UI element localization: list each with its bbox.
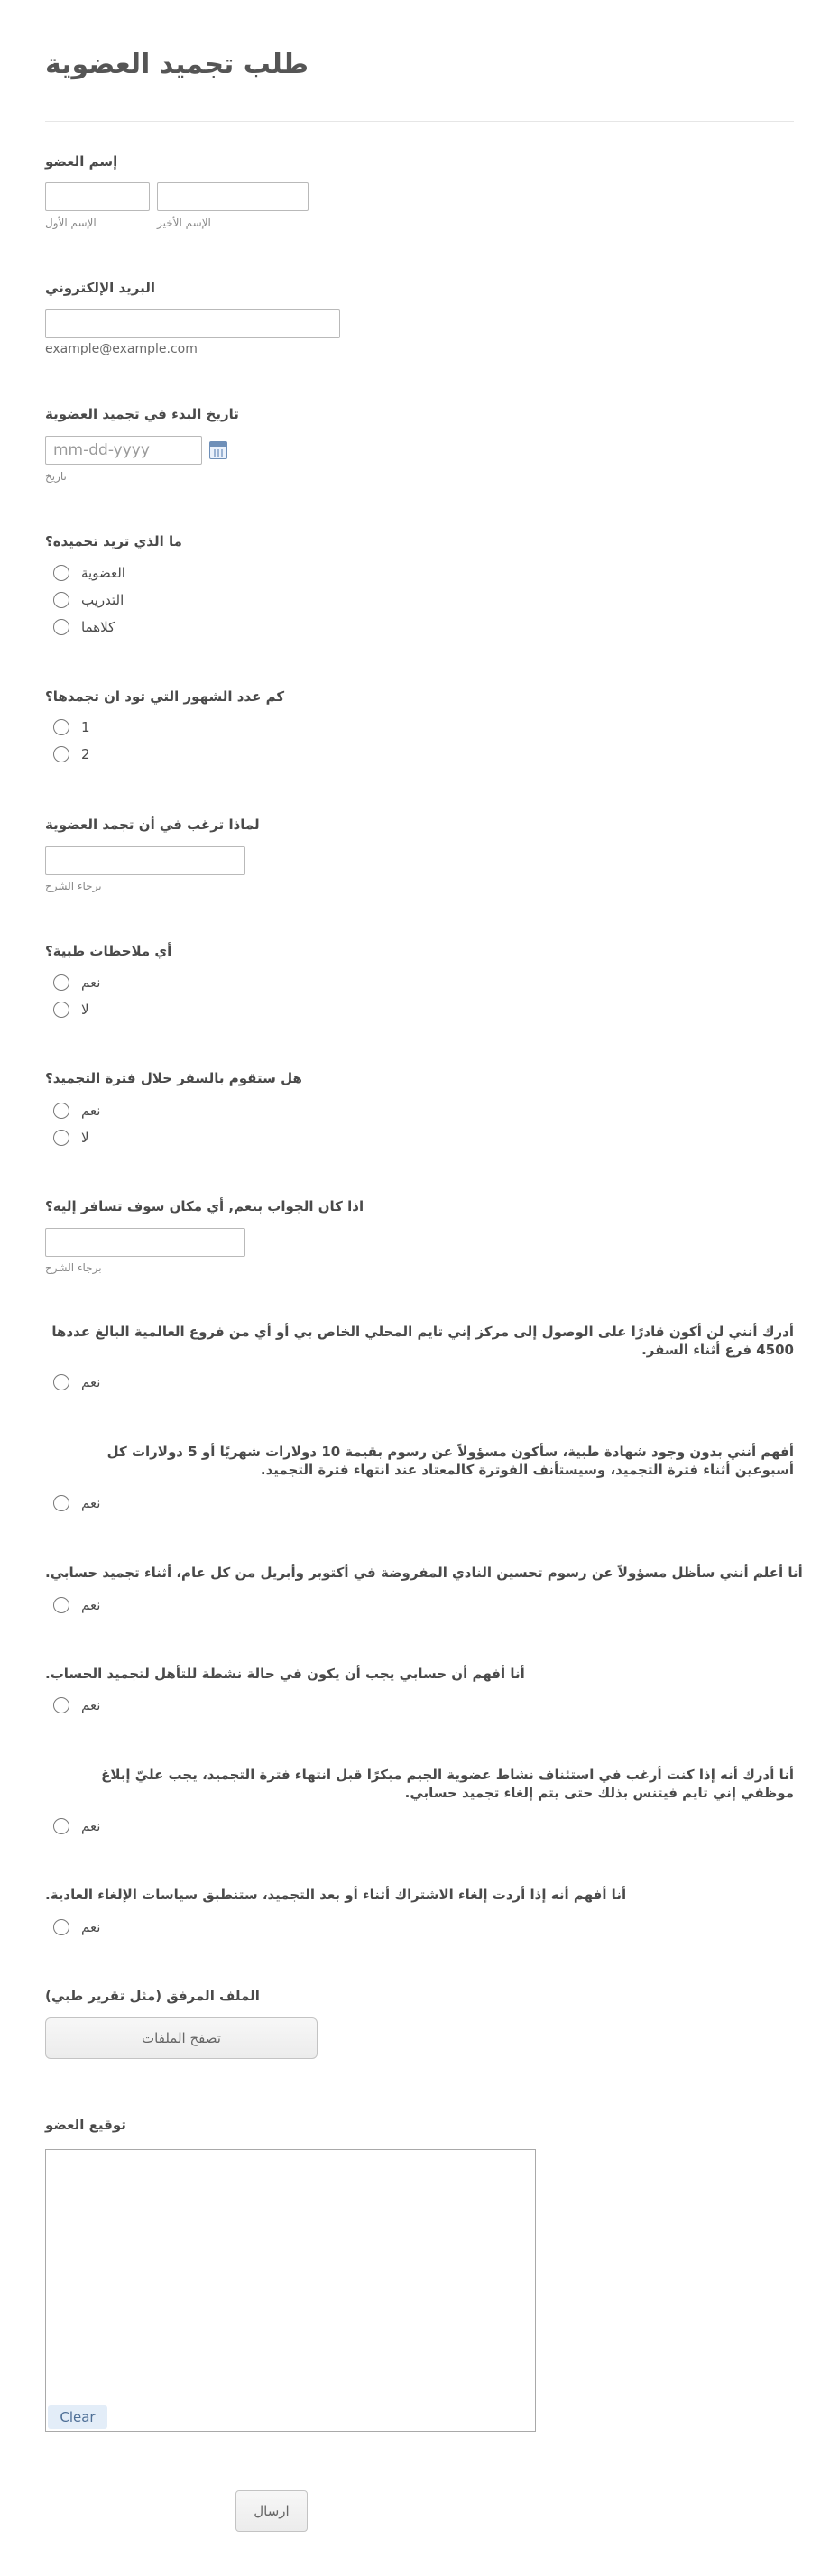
travel-label: هل ستقوم بالسفر خلال فترة التجميد؟	[45, 1070, 302, 1086]
radio-training[interactable]	[53, 592, 69, 608]
ack1-label: أدرك أنني لن أكون قادرًا على الوصول إلى مركز إني تايم المحلي الخاص بي أو أي من فروع العالمية البالغ عددها 4500 فرع أثناء السفر.	[51, 1324, 794, 1358]
email-sublabel: example@example.com	[45, 342, 198, 356]
browse-files-button[interactable]: تصفح الملفات	[45, 2017, 318, 2059]
option-label: نعم	[81, 1919, 101, 1935]
radio-months-1[interactable]	[53, 719, 69, 735]
reason-label: لماذا ترغب في أن تجمد العضوية	[45, 817, 260, 833]
option-label: 1	[81, 719, 90, 735]
option-label: لا	[81, 1130, 89, 1146]
email-label: البريد الإلكتروني	[45, 280, 155, 296]
option-label: التدريب	[81, 592, 124, 608]
option-label: العضوية	[81, 565, 125, 581]
ack3-label: أنا أعلم أنني سأظل مسؤولاً عن رسوم تحسين النادي المفروضة في أكتوبر وأبريل من كل عام، أثناء تجميد حسابي.	[45, 1565, 803, 1581]
first-name-input[interactable]	[45, 182, 150, 211]
radio-medical-no[interactable]	[53, 1002, 69, 1018]
submit-button[interactable]: ارسال	[235, 2490, 308, 2532]
radio-months-2[interactable]	[53, 746, 69, 762]
title-divider	[45, 121, 794, 122]
clear-signature-button[interactable]: Clear	[48, 2405, 107, 2429]
radio-ack6-yes[interactable]	[53, 1919, 69, 1935]
option-label: نعم	[81, 1697, 101, 1713]
destination-sublabel: برجاء الشرح	[45, 1261, 102, 1274]
option-label: نعم	[81, 974, 101, 991]
radio-both[interactable]	[53, 619, 69, 635]
radio-membership[interactable]	[53, 565, 69, 581]
date-input[interactable]: mm-dd-yyyy	[45, 436, 202, 465]
freeze-what-label: ما الذي تريد تجميده؟	[45, 533, 182, 549]
first-name-sublabel: الإسم الأول	[45, 217, 97, 229]
ack2-label: أفهم أنني بدون وجود شهادة طبية، سأكون مسؤولاً عن رسوم بقيمة 10 دولارات شهريًا أو 5 دولارات كل أسبوعين أثناء فترة التجميد، وسيستأنف الفوترة كالمعتاد عند انتهاء فترة التجميد.	[106, 1444, 794, 1478]
option-label: نعم	[81, 1597, 101, 1613]
radio-ack4-yes[interactable]	[53, 1697, 69, 1713]
last-name-input[interactable]	[157, 182, 309, 211]
signature-pad[interactable]	[45, 2149, 536, 2432]
option-label: نعم	[81, 1103, 101, 1119]
ack6-label: أنا أفهم أنه إذا أردت إلغاء الاشتراك أثناء أو بعد التجميد، ستنطبق سياسات الإلغاء العادية.	[45, 1887, 627, 1903]
ack4-label: أنا أفهم أن حسابي يجب أن يكون في حالة نشطة للتأهل لتجميد الحساب.	[45, 1666, 525, 1682]
option-label: نعم	[81, 1495, 101, 1511]
signature-label: توقيع العضو	[45, 2117, 126, 2133]
radio-travel-yes[interactable]	[53, 1103, 69, 1119]
destination-label: اذا كان الجواب بنعم, أي مكان سوف تسافر إليه؟	[45, 1198, 364, 1214]
radio-ack1-yes[interactable]	[53, 1374, 69, 1390]
option-label: لا	[81, 1002, 89, 1018]
months-label: كم عدد الشهور التي تود ان تجمدها؟	[45, 688, 285, 705]
radio-ack3-yes[interactable]	[53, 1597, 69, 1613]
attachment-label: الملف المرفق (مثل تقرير طبي)	[45, 1988, 260, 2004]
radio-medical-yes[interactable]	[53, 974, 69, 991]
start-date-label: تاريخ البدء في تجميد العضوية	[45, 406, 239, 422]
last-name-sublabel: الإسم الأخير	[157, 217, 211, 229]
form-title: طلب تجميد العضوية	[45, 49, 309, 80]
reason-sublabel: برجاء الشرح	[45, 880, 102, 892]
ack5-label: أنا أدرك أنه إذا كنت أرغب في استئناف نشاط عضوية الجيم مبكرًا قبل انتهاء فترة التجميد، يجب عليّ إبلاغ موظفي إني تايم فيتنس بذلك حتى يتم إلغاء تجميد حسابي.	[101, 1767, 794, 1801]
calendar-icon[interactable]	[209, 441, 227, 459]
email-field[interactable]	[45, 309, 340, 338]
radio-ack2-yes[interactable]	[53, 1495, 69, 1511]
date-sublabel: تاريخ	[45, 470, 67, 483]
member-name-label: إسم العضو	[45, 153, 118, 170]
radio-travel-no[interactable]	[53, 1130, 69, 1146]
option-label: نعم	[81, 1374, 101, 1390]
destination-input[interactable]	[45, 1228, 245, 1257]
medical-label: أي ملاحظات طبية؟	[45, 943, 172, 959]
option-label: كلاهما	[81, 619, 115, 635]
option-label: نعم	[81, 1818, 101, 1834]
reason-input[interactable]	[45, 846, 245, 875]
option-label: 2	[81, 746, 90, 762]
radio-ack5-yes[interactable]	[53, 1818, 69, 1834]
